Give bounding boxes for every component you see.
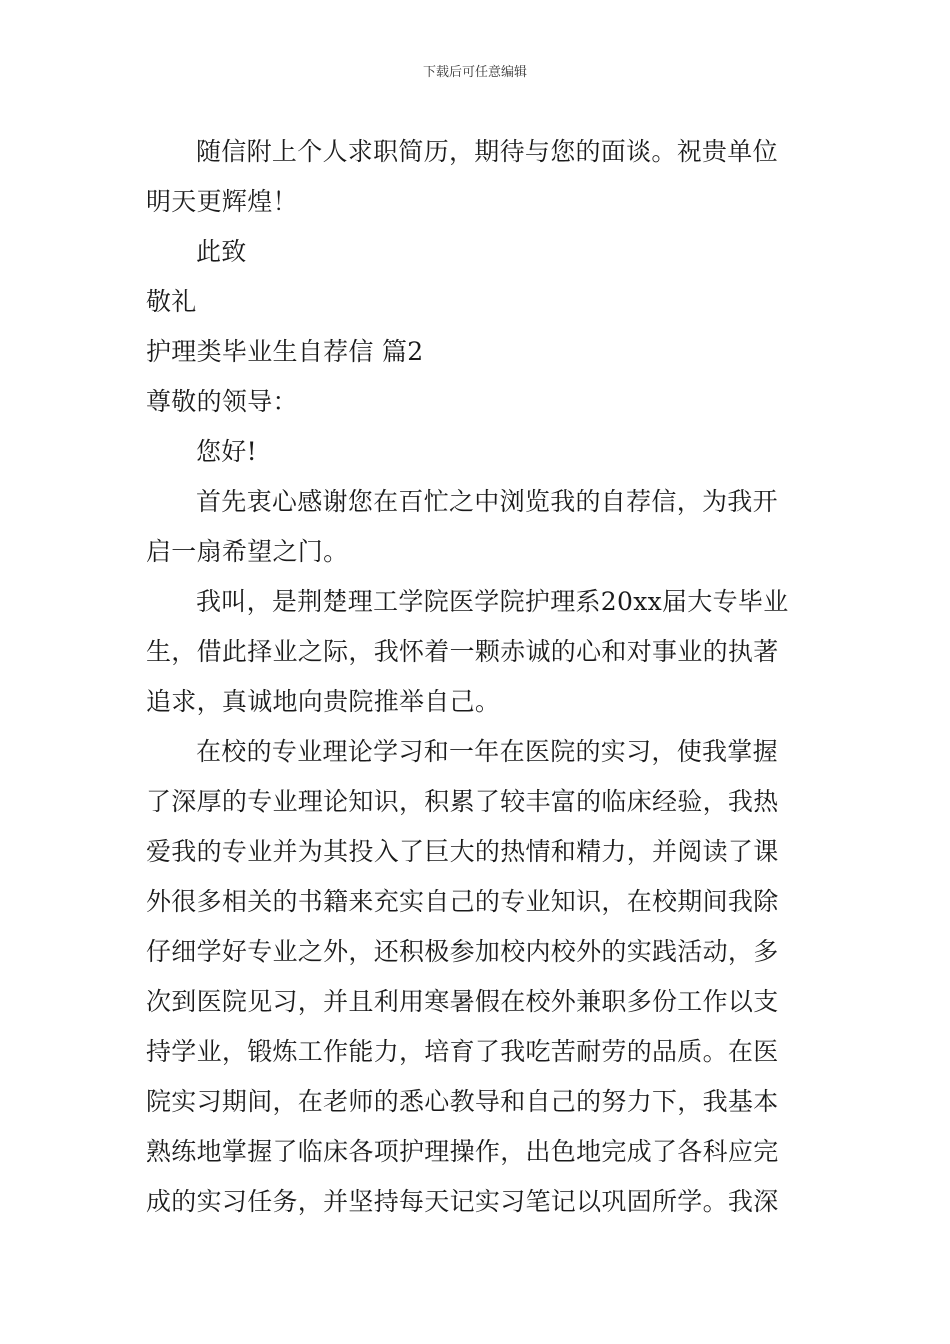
text-line: 敬礼 <box>146 287 197 316</box>
document-body <box>146 127 806 1227</box>
text-line: 尊敬的领导： <box>146 387 298 416</box>
text-line: 生，借此择业之际，我怀着一颗赤诚的心和对事业的执著 <box>146 637 779 666</box>
text-line: 启一扇希望之门。 <box>146 537 349 566</box>
text-line: 爱我的专业并为其投入了巨大的热情和精力，并阅读了课 <box>146 837 779 866</box>
text-line: 明天更辉煌！ <box>146 187 298 216</box>
text-line: 外很多相关的书籍来充实自己的专业知识，在校期间我除 <box>146 887 779 916</box>
text-line: 追求，真诚地向贵院推举自己。 <box>146 687 501 716</box>
page-header: 下载后可任意编辑 <box>422 65 527 80</box>
text-line: 成的实习任务，并坚持每天记实习笔记以巩固所学。我深 <box>146 1187 779 1216</box>
text-line: 持学业，锻炼工作能力，培育了我吃苦耐劳的品质。在医 <box>146 1037 779 1066</box>
text-line: 了深厚的专业理论知识，积累了较丰富的临床经验，我热 <box>146 787 779 816</box>
text-line: 我叫，是荆楚理工学院医学院护理系20xx届大专毕业 <box>196 587 789 616</box>
text-line: 此致 <box>196 237 247 266</box>
text-line: 首先衷心感谢您在百忙之中浏览我的自荐信，为我开 <box>196 487 778 516</box>
text-line: 院实习期间，在老师的悉心教导和自己的努力下，我基本 <box>146 1087 779 1116</box>
text-line: 在校的专业理论学习和一年在医院的实习，使我掌握 <box>196 737 778 766</box>
text-line: 熟练地掌握了临床各项护理操作，出色地完成了各科应完 <box>146 1137 779 1166</box>
text-line: 次到医院见习，并且利用寒暑假在校外兼职多份工作以支 <box>146 987 779 1016</box>
text-line: 您好! <box>196 437 257 466</box>
text-line: 护理类毕业生自荐信 篇2 <box>146 337 424 366</box>
text-line: 随信附上个人求职简历，期待与您的面谈。祝贵单位 <box>196 137 778 166</box>
text-line: 仔细学好专业之外，还积极参加校内校外的实践活动，多 <box>146 937 779 966</box>
